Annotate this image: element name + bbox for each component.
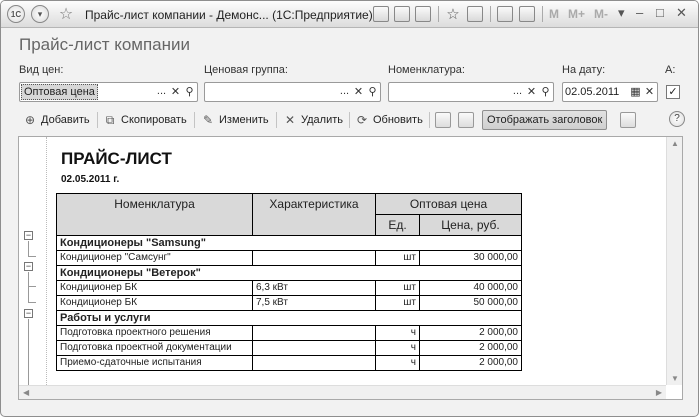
group-name: Кондиционеры "Samsung" [57,236,522,251]
collapse-group-icon[interactable]: − [25,261,32,271]
item-unit: ч [376,341,420,356]
table-row[interactable] [57,251,522,266]
favorites-add-icon[interactable]: ☆ [446,6,460,23]
link-icon[interactable] [467,6,483,22]
group-line [28,319,29,385]
settings-icon[interactable] [620,112,636,128]
scroll-left-icon[interactable]: ◀ [23,388,30,397]
price-table [56,193,522,371]
separator [429,112,430,128]
delete-button[interactable] [283,110,343,130]
toolbar [15,108,685,130]
nomenclature-field[interactable] [388,82,554,102]
item-name: Подготовка проектного решения [57,326,253,341]
save-icon[interactable] [415,6,431,22]
calendar-icon[interactable] [519,6,535,22]
item-price: 40 000,00 [420,281,522,296]
clear-icon[interactable]: ✕ [644,86,655,98]
print-icon[interactable] [435,112,451,128]
price-group-label: Ценовая группа: [204,64,288,76]
item-characteristic: 6,3 кВт [253,281,376,296]
choose-button[interactable]: ... [339,85,350,97]
clear-icon[interactable]: ✕ [170,86,181,98]
app-logo-icon[interactable]: 1С [7,5,25,23]
table-row[interactable] [57,356,522,371]
header-nomenclature: Номенклатура [57,194,253,236]
add-button[interactable] [23,110,90,130]
search-icon[interactable]: ⚲ [541,86,550,98]
scroll-up-icon[interactable]: ▲ [671,139,679,148]
item-unit: ч [376,356,420,371]
separator [349,112,350,128]
close-icon[interactable]: ✕ [676,5,687,20]
separator [276,112,277,128]
add-label: Добавить [41,114,90,126]
edit-button[interactable] [201,110,269,130]
delete-label: Удалить [301,114,343,126]
show-header-label: Отображать заголовок [487,114,603,126]
group-name: Кондиционеры "Ветерок" [57,266,522,281]
report-date: 02.05.2011 г. [61,174,120,185]
memory-button[interactable]: M [549,7,559,21]
collapse-group-icon[interactable]: − [25,230,32,240]
table-row[interactable] [57,341,522,356]
table-row[interactable] [57,296,522,311]
separator [542,6,543,22]
table-row[interactable] [57,326,522,341]
a-flag-checkbox[interactable]: ✓ [666,85,680,99]
report-title: ПРАЙС-ЛИСТ [61,149,172,168]
item-name: Кондиционер БК [57,281,253,296]
header-characteristic: Характеристика [253,194,376,236]
price-type-label: Вид цен: [19,64,64,76]
calculator-icon[interactable] [497,6,513,22]
help-icon[interactable]: ? [669,111,685,127]
scroll-right-icon[interactable]: ▶ [655,388,662,397]
clear-icon[interactable]: ✕ [353,86,364,98]
item-price: 30 000,00 [420,251,522,266]
window-title: Прайс-лист компании - Демонс... (1С:Предприятие) [85,8,373,22]
date-field[interactable] [562,82,658,102]
group-tick [28,256,36,257]
pencil-icon: ✎ [202,113,214,127]
price-group-field[interactable] [204,82,381,102]
dropdown-icon[interactable]: ▾ [618,5,625,20]
item-price: 50 000,00 [420,296,522,311]
item-characteristic [253,341,376,356]
grouping-gutter [19,137,47,385]
favorite-star-icon[interactable]: ☆ [58,6,74,23]
a-flag-label: А: [665,64,676,76]
separator [490,6,491,22]
nomenclature-label: Номенклатура: [388,64,465,76]
item-name: Кондиционер БК [57,296,253,311]
item-unit: шт [376,281,420,296]
collapse-group-icon[interactable]: − [25,308,32,318]
date-value: 02.05.2011 [565,86,620,98]
header-price: Цена, руб. [420,215,522,236]
item-unit: ч [376,326,420,341]
horizontal-scrollbar[interactable] [19,385,666,399]
price-table-body [57,236,522,371]
item-characteristic: 7,5 кВт [253,296,376,311]
refresh-button[interactable] [355,110,423,130]
copy-icon: ⧉ [105,112,115,127]
clear-icon[interactable]: ✕ [526,86,537,98]
header-price-type: Оптовая цена [376,194,522,215]
add-icon: ⊕ [24,113,36,127]
show-header-toggle[interactable] [482,110,607,130]
item-name: Приемо-сдаточные испытания [57,356,253,371]
print-icon[interactable] [373,6,389,22]
group-name: Работы и услуги [57,311,522,326]
form-title: Прайс-лист компании [19,35,191,54]
search-icon[interactable]: ⚲ [185,86,194,98]
report-panel[interactable] [18,136,683,400]
calendar-icon[interactable]: ▦ [630,86,641,98]
delete-icon: ✕ [284,113,296,127]
memory-minus-button[interactable]: M- [594,7,608,21]
separator [97,112,98,128]
minimize-icon[interactable]: – [636,5,644,20]
group-line [28,272,29,303]
price-type-field[interactable] [19,82,198,102]
item-name: Подготовка проектной документации [57,341,253,356]
copy-label: Скопировать [121,114,187,126]
scroll-down-icon[interactable]: ▼ [671,374,679,383]
group-line [28,241,29,257]
memory-plus-button[interactable]: M+ [568,7,586,21]
item-characteristic [253,251,376,266]
main-menu-icon[interactable]: ▾ [31,5,49,23]
item-price: 2 000,00 [420,326,522,341]
preview-icon[interactable] [394,6,410,22]
refresh-label: Обновить [373,114,423,126]
separator [438,6,439,22]
item-unit: шт [376,251,420,266]
group-row[interactable] [57,236,522,251]
edit-label: Изменить [219,114,269,126]
search-icon[interactable]: ⚲ [368,86,377,98]
report-content [19,137,666,385]
date-label: На дату: [562,64,606,76]
choose-button[interactable]: ... [156,85,167,97]
price-type-value: Оптовая цена [21,84,98,100]
title-bar [1,1,698,28]
group-row[interactable] [57,266,522,281]
refresh-icon: ⟳ [356,113,368,127]
item-price: 2 000,00 [420,356,522,371]
group-tick [28,302,36,303]
copy-button[interactable] [103,110,187,130]
group-tick [28,286,36,287]
vertical-scrollbar[interactable] [666,137,682,385]
item-price: 2 000,00 [420,341,522,356]
item-characteristic [253,326,376,341]
header-unit: Ед. [376,215,420,236]
item-unit: шт [376,296,420,311]
maximize-icon[interactable]: □ [656,5,664,20]
choose-button[interactable]: ... [512,85,523,97]
item-characteristic [253,356,376,371]
table-row[interactable] [57,281,522,296]
group-row[interactable] [57,311,522,326]
item-name: Кондиционер "Самсунг" [57,251,253,266]
settings-panel-icon[interactable] [458,112,474,128]
separator [194,112,195,128]
